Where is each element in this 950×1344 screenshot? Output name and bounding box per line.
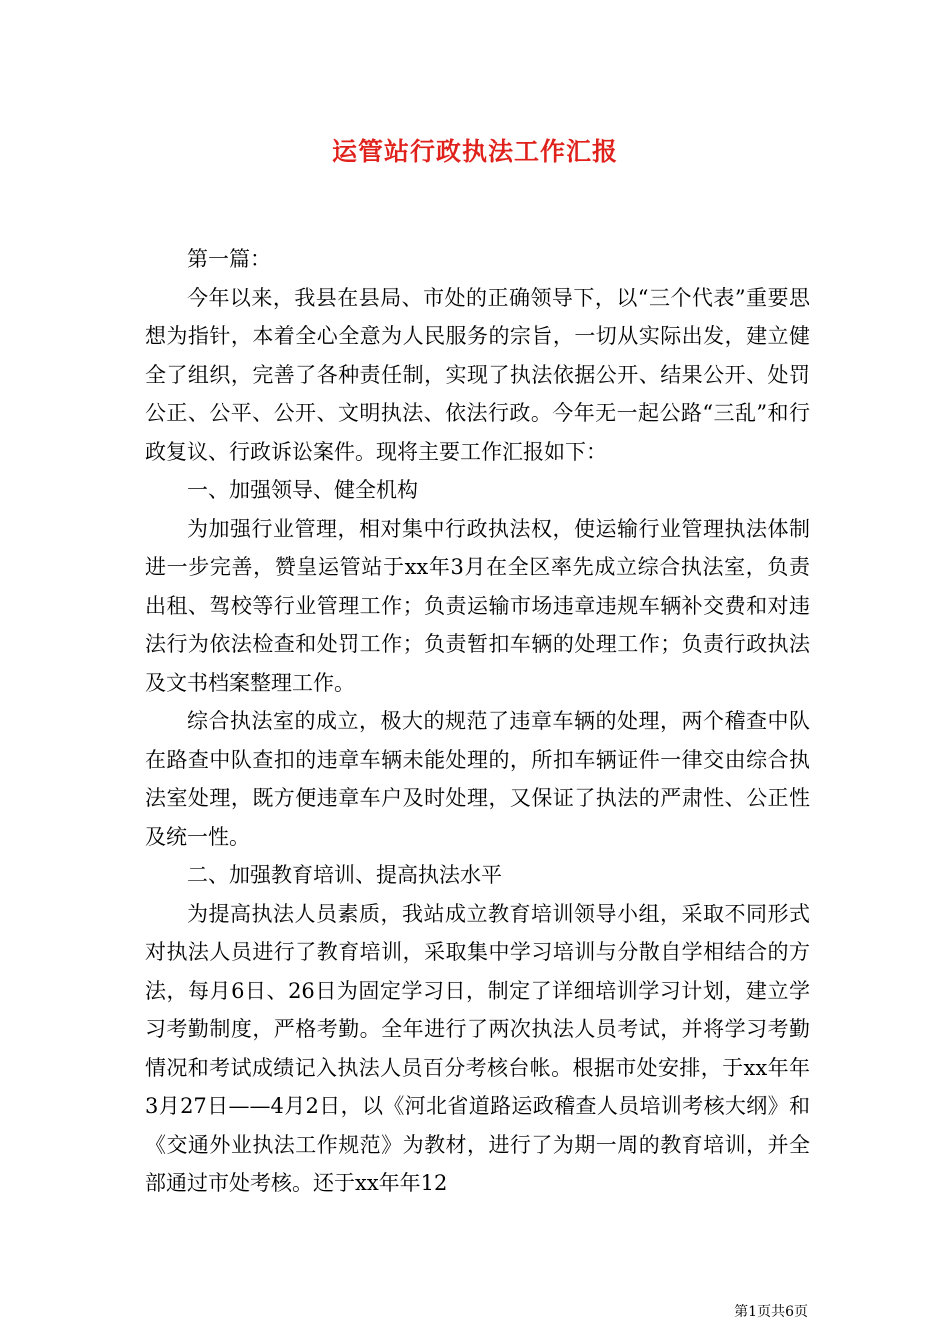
page-number: 第1页共6页 — [734, 1304, 808, 1320]
paragraph-intro: 今年以来，我县在县局、市处的正确领导下，以“三个代表”重要思想为指针，本着全心全意为人民服务的宗旨，一切从实际出发，建立健全了组织，完善了各种责任制，实现了执法依据公开、结果公开、处罚公正、公平、公开、文明执法、依法行政。今年无一起公路“三乱”和行政复议、行政诉讼案件。现将主要工作汇报如下： — [145, 285, 810, 464]
paragraph-section-1-a: 为加强行业管理，相对集中行政执法权，使运输行业管理执法体制进一步完善，赞皇运管站于xx年3月在全区率先成立综合执法室，负责出租、驾校等行业管理工作；负责运输市场违章违规车辆补交费和对违法行为依法检查和处罚工作；负责暂扣车辆的处理工作；负责行政执法及文书档案整理工作。 — [145, 516, 810, 695]
heading-section-2: 二、加强教育培训、提高执法水平 — [187, 863, 502, 887]
paragraph-section-2: 为提高执法人员素质，我站成立教育培训领导小组，采取不同形式对执法人员进行了教育培训，采取集中学习培训与分散自学相结合的方法，每月6日、26日为固定学习日，制定了详细培训学习计划，建立学习考勤制度，严格考勤。全年进行了两次执法人员考试，并将学习考勤情况和考试成绩记入执法人员百分考核台帐。根据市处安排，于xx年年3月27日——4月2日，以《河北省道路运政稽查人员培训考核大纲》和《交通外业执法工作规范》为教材，进行了为期一周的教育培训，并全部通过市处考核。还于xx年年12 — [145, 901, 810, 1195]
heading-section-1: 一、加强领导、健全机构 — [187, 478, 418, 502]
section-label: 第一篇： — [187, 247, 271, 271]
paragraph-section-1-b: 综合执法室的成立，极大的规范了违章车辆的处理，两个稽查中队在路查中队查扣的违章车辆未能处理的，所扣车辆证件一律交由综合执法室处理，既方便违章车户及时处理，又保证了执法的严肃性、公正性及统一性。 — [145, 709, 810, 849]
document-title: 运管站行政执法工作汇报 — [331, 137, 618, 166]
document-body — [145, 240, 810, 1203]
